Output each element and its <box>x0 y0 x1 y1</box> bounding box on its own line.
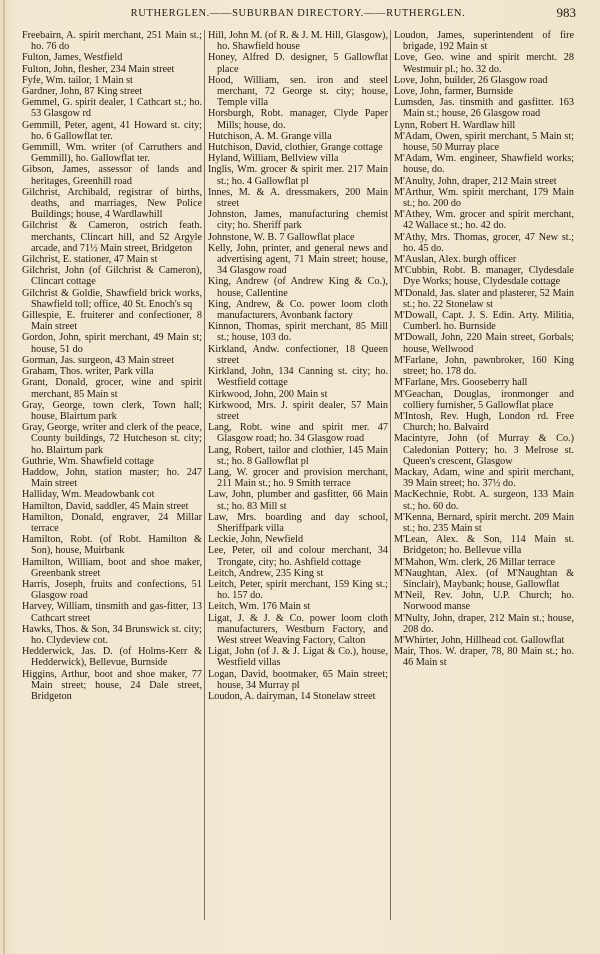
directory-entry: Lang, Robert, tailor and clothier, 145 Main st.; ho. 8 Gallowflat pl <box>208 444 388 467</box>
directory-entry: Kelly, John, printer, and general news and advertising agent, 71 Main street; house, 34 Glasgow road <box>208 242 388 277</box>
header-center: SUBURBAN DIRECTORY. <box>232 8 364 19</box>
directory-entry: Graham, Thos. writer, Park villa <box>22 366 154 378</box>
directory-entry: King, Andrew (of Andrew King & Co.), house, Callentine <box>208 276 388 299</box>
directory-entry: Hamilton, David, saddler, 45 Main street <box>22 500 189 512</box>
directory-entry: Hood, William, sen. iron and steel merchant, 72 George st. city; house, Temple villa <box>208 74 388 109</box>
directory-entry: M'Lean, Alex. & Son, 114 Main st. Bridgeton; ho. Bellevue villa <box>394 534 574 557</box>
directory-entry: M'Geachan, Douglas, ironmonger and colliery furnisher, 5 Gallowflat place <box>394 388 574 411</box>
directory-entry: M'Athy, Mrs. Thomas, grocer, 47 New st.; ho. 45 do. <box>394 231 574 254</box>
directory-entry: M'Neil, Rev. John, U.P. Church; ho. Norwood manse <box>394 590 574 613</box>
directory-entry: Gemmill, Wm. writer (of Carruthers and Gemmill), ho. Gallowflat ter. <box>22 142 202 165</box>
directory-entry: Love, John, farmer, Burnside <box>394 86 513 98</box>
directory-entry: M'Nulty, John, draper, 212 Main st.; house, 208 do. <box>394 612 574 635</box>
directory-entry: Innes, M. & A. dressmakers, 200 Main street <box>208 186 388 210</box>
directory-entry: M'Donald, Jas. slater and plasterer, 52 Main st.; ho. 22 Stonelaw st <box>394 287 574 310</box>
directory-entry: M'Cubbin, Robt. B. manager, Clydesdale Dye Works; house, Clydesdale cottage <box>394 265 574 288</box>
directory-entry: M'Farlane, Mrs. Gooseberry hall <box>394 377 528 389</box>
directory-entry: Gardner, John, 87 King street <box>22 86 143 98</box>
directory-entry: M'Intosh, Rev. Hugh, London rd. Free Church; ho. Balvaird <box>394 410 574 434</box>
directory-entry: M'Kenna, Bernard, spirit mercht. 209 Main st.; ho. 235 Main st <box>394 511 574 534</box>
directory-entry: Gilchrist, Archibald, registrar of births, deaths, and marriages, New Police Buildings; house, 4 Wardlawhill <box>22 186 202 221</box>
directory-entry: M'Adam, Wm. engineer, Shawfield works; house, do. <box>394 153 574 176</box>
directory-entry: Fulton, John, flesher, 234 Main street <box>22 63 175 75</box>
directory-entry: Gilchrist & Cameron, ostrich feath. merchants, Clincart hill, and 52 Argyle arcade, and 71½ Main street, Bridgeton <box>22 220 202 254</box>
directory-entry: Fulton, James, Westfield <box>22 52 123 64</box>
directory-entry: Harris, Joseph, fruits and confections, 51 Glasgow road <box>22 578 202 602</box>
directory-entry: Hawks, Thos. & Son, 34 Brunswick st. city; ho. Clydeview cot. <box>22 623 202 646</box>
directory-entry: Kirkland, Andw. confectioner, 18 Queen street <box>208 343 388 366</box>
directory-entry: Lynn, Robert H. Wardlaw hill <box>394 119 516 131</box>
directory-entry: M'Adam, Owen, spirit merchant, 5 Main st; house, 50 Murray place <box>394 130 574 154</box>
directory-entry: Gemmel, G. spirit dealer, 1 Cathcart st.; ho. 53 Glasgow rd <box>22 97 202 120</box>
column-divider <box>204 30 205 920</box>
directory-entry: M'Athey, Wm. grocer and spirit merchant, 42 Wallace st.; ho. 42 do. <box>394 209 574 232</box>
directory-entry: Lang, Robt. wine and spirit mer. 47 Glasgow road; ho. 34 Glasgow road <box>208 422 388 445</box>
directory-entry: Fyfe, Wm. tailor, 1 Main st <box>22 74 133 86</box>
directory-entry: Gibson, James, assessor of lands and heritages, Greenhill road <box>22 164 202 187</box>
directory-entry: Hedderwick, Jas. D. (of Holms-Kerr & Hedderwick), Bellevue, Burnside <box>22 646 202 669</box>
directory-entry: Hutchison, David, clothier, Grange cottage <box>208 142 383 154</box>
directory-entry: Hyland, William, Bellview villa <box>208 153 339 165</box>
directory-entry: M'Naughtan, Alex. (of M'Naughtan & Sinclair), Maybank; house, Gallowflat <box>394 567 574 590</box>
page-spine-edge <box>3 0 5 954</box>
directory-entry: Hamilton, Donald, engraver, 24 Millar terrace <box>22 511 202 534</box>
directory-entry: Mackay, Adam, wine and spirit merchant, 39 Main street; ho. 37½ do. <box>394 466 574 490</box>
column-divider <box>390 30 391 920</box>
directory-entry: Loudon, A. dairyman, 14 Stonelaw street <box>208 690 376 702</box>
directory-entry: Johnstone, W. B. 7 Gallowflat place <box>208 231 355 243</box>
directory-entry: Honey, Alfred D. designer, 5 Gallowflat place <box>208 52 388 75</box>
directory-entry: Love, John, builder, 26 Glasgow road <box>394 74 548 86</box>
directory-entry: Gemmill, Peter, agent, 41 Howard st. city; ho. 6 Gallowflat ter. <box>22 119 202 142</box>
directory-entry: Ligat, John (of J. & J. Ligat & Co.), house, Westfield villas <box>208 646 388 669</box>
directory-column-1 <box>22 30 202 946</box>
directory-entry: Kirkland, John, 134 Canning st. city; ho. Westfield cottage <box>208 366 388 389</box>
directory-entry: Ligat, J. & J. & Co. power loom cloth manufacturers, Westburn Factory, and West street Weaving Factory, Calton <box>208 612 388 646</box>
directory-entry: Leitch, Wm. 176 Main st <box>208 601 311 613</box>
directory-entry: Gorman, Jas. surgeon, 43 Main street <box>22 354 175 366</box>
directory-entry: Lang, W. grocer and provision merchant, 211 Main st.; ho. 9 Smith terrace <box>208 466 388 490</box>
directory-entry: MacKechnie, Robt. A. surgeon, 133 Main st.; ho. 60 do. <box>394 489 574 512</box>
directory-entry: Kirkwood, John, 200 Main st <box>208 388 328 400</box>
directory-entry: Mair, Thos. W. draper, 78, 80 Main st.; ho. 46 Main st <box>394 646 574 669</box>
directory-entry: M'Mahon, Wm. clerk, 26 Millar terrace <box>394 556 556 568</box>
directory-entry: Law, John, plumber and gasfitter, 66 Main st.; ho. 83 Mill st <box>208 489 388 512</box>
directory-entry: Law, Mrs. boarding and day school, Sheriffpark villa <box>208 511 388 534</box>
directory-entry: Higgins, Arthur, boot and shoe maker, 77 Main street; house, 24 Dale street, Bridgeton <box>22 668 202 702</box>
directory-entry: Guthrie, Wm. Shawfield cottage <box>22 455 154 467</box>
directory-entry: Kirkwood, Mrs. J. spirit dealer, 57 Main street <box>208 399 388 422</box>
directory-entry: Johnston, James, manufacturing chemist city; ho. Sheriff park <box>208 209 388 232</box>
directory-entry: Freebairn, A. spirit merchant, 251 Main st.; ho. 76 do <box>22 30 202 53</box>
directory-entry: Hamilton, Robt. (of Robt. Hamilton & Son), house, Muirbank <box>22 534 202 557</box>
directory-entry: Leitch, Peter, spirit merchant, 159 King st.; ho. 157 do. <box>208 578 388 602</box>
running-header: RUTHERGLEN.——SUBURBAN DIRECTORY.——RUTHERGLEN. 983 <box>130 5 576 20</box>
directory-entry: Gilchrist & Goldie, Shawfield brick works, Shawfield toll; office, 40 St. Enoch's sq <box>22 287 202 310</box>
directory-entry: Kinnon, Thomas, spirit merchant, 85 Mill st.; house, 103 do. <box>208 321 388 344</box>
directory-column-3 <box>394 30 574 946</box>
directory-entry: Halliday, Wm. Meadowbank cot <box>22 489 155 501</box>
directory-entry: Gilchrist, E. stationer, 47 Main st <box>22 254 158 266</box>
directory-column-2 <box>208 30 388 946</box>
directory-entry: Gray, George, town clerk, Town hall; house, Blairtum park <box>22 399 202 422</box>
directory-entry: Macintyre, John (of Murray & Co.) Caledonian Pottery; ho. 3 Melrose st. Queen's crescent, Glasgow <box>394 433 574 467</box>
directory-entry: M'Dowall, Capt. J. S. Edin. Arty. Militia, Cumberl. ho. Burnside <box>394 310 574 333</box>
directory-entry: Horsburgh, Robt. manager, Clyde Paper Mills; house, do. <box>208 108 388 131</box>
directory-entry: Grant, Donald, grocer, wine and spirit merchant, 85 Main st <box>22 377 202 400</box>
directory-entry: Loudon, James, superintendent of fire brigade, 192 Main st <box>394 30 574 53</box>
directory-entry: Hamilton, William, boot and shoe maker, Greenbank street <box>22 556 202 579</box>
page-number: 983 <box>556 5 576 20</box>
directory-entry: Lee, Peter, oil and colour merchant, 34 Trongate, city; ho. Ashfield cottage <box>208 545 388 568</box>
directory-entry: Gordon, John, spirit merchant, 49 Main st; house, 51 do <box>22 332 202 355</box>
directory-entry: M'Anulty, John, draper, 212 Main street <box>394 175 557 187</box>
directory-entry: Inglis, Wm. grocer & spirit mer. 217 Main st.; ho. 4 Gallowflat pl <box>208 164 388 187</box>
directory-entry: Leitch, Andrew, 235 King st <box>208 567 324 579</box>
directory-entry: Love, Geo. wine and spirit mercht. 28 Westmuir pl.; ho. 32 do. <box>394 52 574 75</box>
directory-entry: Leckie, John, Newfield <box>208 534 304 546</box>
directory-entry: M'Farlane, John, pawnbroker, 160 King street; ho. 178 do. <box>394 354 574 378</box>
directory-entry: M'Dowall, John, 220 Main street, Gorbals; house, Wellwood <box>394 332 574 355</box>
directory-entry: Gillespie, E. fruiterer and confectioner, 8 Main street <box>22 310 202 333</box>
directory-entry: Hutchison, A. M. Grange villa <box>208 130 332 142</box>
directory-entry: Hill, John M. (of R. & J. M. Hill, Glasgow), ho. Shawfield house <box>208 30 388 53</box>
directory-entry: M'Arthur, Wm. spirit merchant, 179 Main st.; ho. 200 do <box>394 186 574 210</box>
directory-entry: Harvey, William, tinsmith and gas-fitter, 13 Cathcart street <box>22 601 202 624</box>
directory-entry: Lumsden, Jas. tinsmith and gasfitter. 163 Main st.; house, 26 Glasgow road <box>394 97 574 120</box>
directory-entry: King, Andrew, & Co. power loom cloth manufacturers, Avonbank factory <box>208 298 388 322</box>
directory-entry: Haddow, John, station master; ho. 247 Main street <box>22 466 202 490</box>
directory-entry: Gilchrist, John (of Gilchrist & Cameron), Clincart cottage <box>22 265 202 288</box>
directory-entry: Logan, David, bootmaker, 65 Main street; house, 34 Murray pl <box>208 668 388 691</box>
header-left: RUTHERGLEN. <box>130 8 210 19</box>
header-right: RUTHERGLEN. <box>386 8 466 19</box>
directory-entry: M'Auslan, Alex. burgh officer <box>394 254 517 266</box>
directory-entry: Gray, George, writer and clerk of the peace, County buildings, 72 Hutcheson st. city; ho. Blairtum park <box>22 422 202 456</box>
directory-entry: M'Whirter, John, Hillhead cot. Gallowflat <box>394 634 565 646</box>
